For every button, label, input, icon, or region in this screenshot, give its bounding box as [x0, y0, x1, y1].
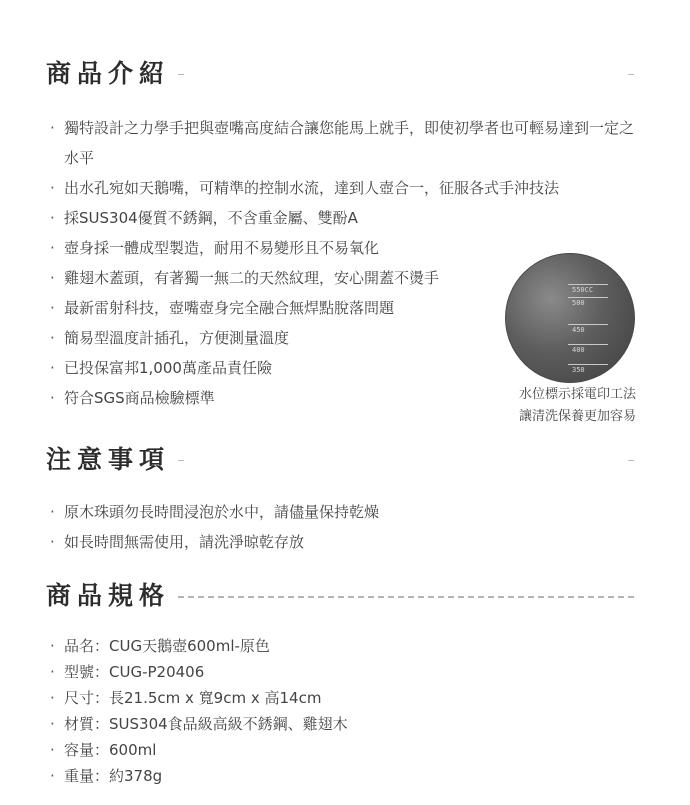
intro-header	[46, 57, 634, 91]
intro-item: · 符合SGS商品檢驗標準	[50, 383, 644, 413]
scale-label: 450	[572, 326, 585, 334]
intro-item: · 雞翅木蓋頭，有著獨一無二的天然紋理，安心開蓋不燙手	[50, 263, 644, 293]
specs-list	[50, 633, 348, 789]
specs-title-rule	[178, 596, 634, 598]
spec-item: · 型號：CUG-P20406	[50, 659, 348, 685]
kettle-closeup	[505, 253, 635, 383]
scale-label: 550CC	[572, 286, 594, 294]
scale-label: 500	[572, 299, 585, 307]
spec-item: · 尺寸：長21.5cm x 寬9cm x 高14cm	[50, 685, 348, 711]
notice-title-rule-end	[628, 460, 634, 461]
spec-item: · 材質：SUS304食品級高級不銹鋼、雞翅木	[50, 711, 348, 737]
intro-title-rule-end	[628, 74, 634, 75]
specs-header	[46, 579, 634, 613]
scale-label: 350	[572, 366, 585, 374]
scale-label: 400	[572, 346, 585, 354]
spec-item: · 容量：600ml	[50, 737, 348, 763]
intro-title-rule-start	[178, 74, 184, 75]
specs-title: 商品規格	[46, 581, 171, 610]
water-level-scale	[568, 284, 608, 383]
notice-item: · 原木珠頭勿長時間浸泡於水中，請儘量保持乾燥	[50, 497, 379, 527]
intro-item: · 簡易型溫度計插孔，方便測量溫度	[50, 323, 644, 353]
intro-item: · 出水孔宛如天鵝嘴，可精準的控制水流，達到人壺合一，征服各式手沖技法	[50, 173, 644, 203]
caption-line: 讓清洗保養更加容易	[518, 409, 636, 424]
notice-header	[46, 443, 634, 477]
spec-item: · 重量：約378g	[50, 763, 348, 789]
notice-item: · 如長時間無需使用，請洗淨晾乾存放	[50, 527, 379, 557]
intro-title: 商品介紹	[46, 59, 171, 88]
intro-item: · 獨特設計之力學手把與壺嘴高度結合讓您能馬上就手，即使初學者也可輕易達到一定之水平	[50, 113, 644, 173]
notice-title-rule-start	[178, 460, 184, 461]
intro-item: · 最新雷射科技，壺嘴壺身完全融合無焊點脫落問題	[50, 293, 644, 323]
intro-item: · 壺身採一體成型製造，耐用不易變形且不易氧化	[50, 233, 644, 263]
notice-list	[50, 497, 379, 557]
intro-item: · 採SUS304優質不銹鋼，不含重金屬、雙酚A	[50, 203, 644, 233]
water-level-image	[505, 253, 635, 383]
caption-line: 水位標示採電印工法	[518, 387, 636, 402]
image-caption	[519, 384, 636, 428]
notice-title: 注意事項	[46, 445, 171, 474]
spec-item: · 品名：CUG天鵝壺600ml-原色	[50, 633, 348, 659]
intro-item: · 已投保富邦1,000萬產品責任險	[50, 353, 644, 383]
